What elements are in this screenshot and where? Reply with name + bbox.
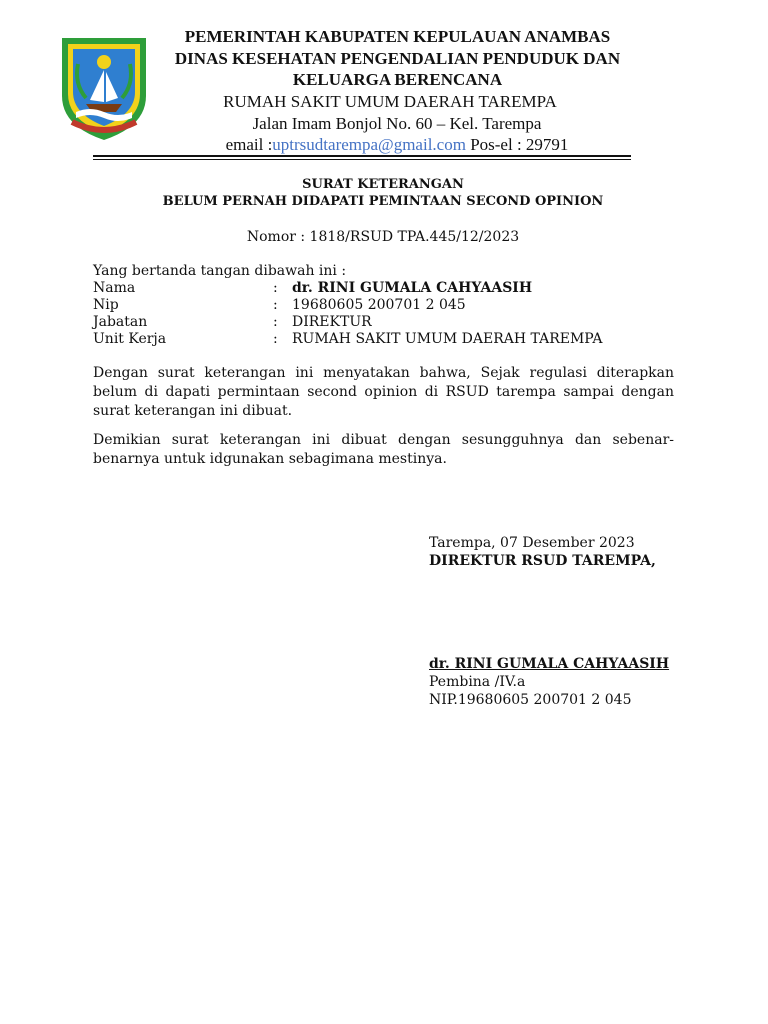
document-title: SURAT KETERANGAN [302, 177, 464, 192]
field-label: Nama [93, 280, 136, 296]
letterhead-agency-cont: KELUARGA BERENCANA [292, 70, 503, 89]
field-label: Nip [93, 297, 119, 313]
field-value: 19680605 200701 2 045 [292, 297, 466, 313]
field-value: dr. RINI GUMALA CAHYAASIH [292, 280, 533, 296]
letterhead-rule-thick [93, 155, 631, 157]
document-number: Nomor : 1818/RSUD TPA.445/12/2023 [246, 229, 520, 245]
closing-paragraph: Demikian surat keterangan ini dibuat dengan sesungguhnya dan sebenar-benarnya untuk idgunakan sebagimana mestinya. [93, 432, 674, 467]
field-label: Jabatan [93, 314, 148, 330]
field-value: DIREKTUR [292, 314, 372, 330]
signatory-name: dr. RINI GUMALA CAHYAASIH [429, 656, 670, 672]
postal-code: Pos-el : 29791 [465, 135, 569, 154]
field-label: Unit Kerja [93, 331, 167, 347]
letterhead-contact [150, 135, 644, 155]
field-value: RUMAH SAKIT UMUM DAERAH TAREMPA [292, 331, 603, 347]
letterhead-agency: DINAS KESEHATAN PENGENDALIAN PENDUDUK DAN [174, 49, 621, 68]
signatory-rank: Pembina /IV.a [429, 674, 526, 690]
field-colon: : [273, 280, 278, 296]
regency-logo [56, 34, 152, 144]
field-colon: : [273, 314, 278, 330]
email-label: email : [225, 135, 273, 154]
letterhead-rule-thin [93, 159, 631, 160]
letterhead-address: Jalan Imam Bonjol No. 60 – Kel. Tarempa [252, 114, 542, 133]
field-colon: : [273, 297, 278, 313]
signatory-position: DIREKTUR RSUD TAREMPA, [429, 553, 656, 569]
field-colon: : [273, 331, 278, 347]
email-link[interactable]: uptrsudtarempa@gmail.com [272, 135, 466, 154]
letterhead-government: PEMERINTAH KABUPATEN KEPULAUAN ANAMBAS [184, 27, 611, 46]
intro-text: Yang bertanda tangan dibawah ini : [93, 263, 347, 279]
letterhead-hospital: RUMAH SAKIT UMUM DAERAH TAREMPA [223, 92, 557, 111]
signatory-nip: NIP.19680605 200701 2 045 [429, 692, 632, 708]
place-date: Tarempa, 07 Desember 2023 [429, 535, 635, 551]
statement-paragraph: Dengan surat keterangan ini menyatakan bahwa, Sejak regulasi diterapkan belum di dapati permintaan second opinion di RSUD tarempa sampai dengan surat keterangan ini dibuat. [93, 365, 674, 419]
document-subtitle: BELUM PERNAH DIDAPATI PEMINTAAN SECOND OPINION [162, 194, 604, 209]
